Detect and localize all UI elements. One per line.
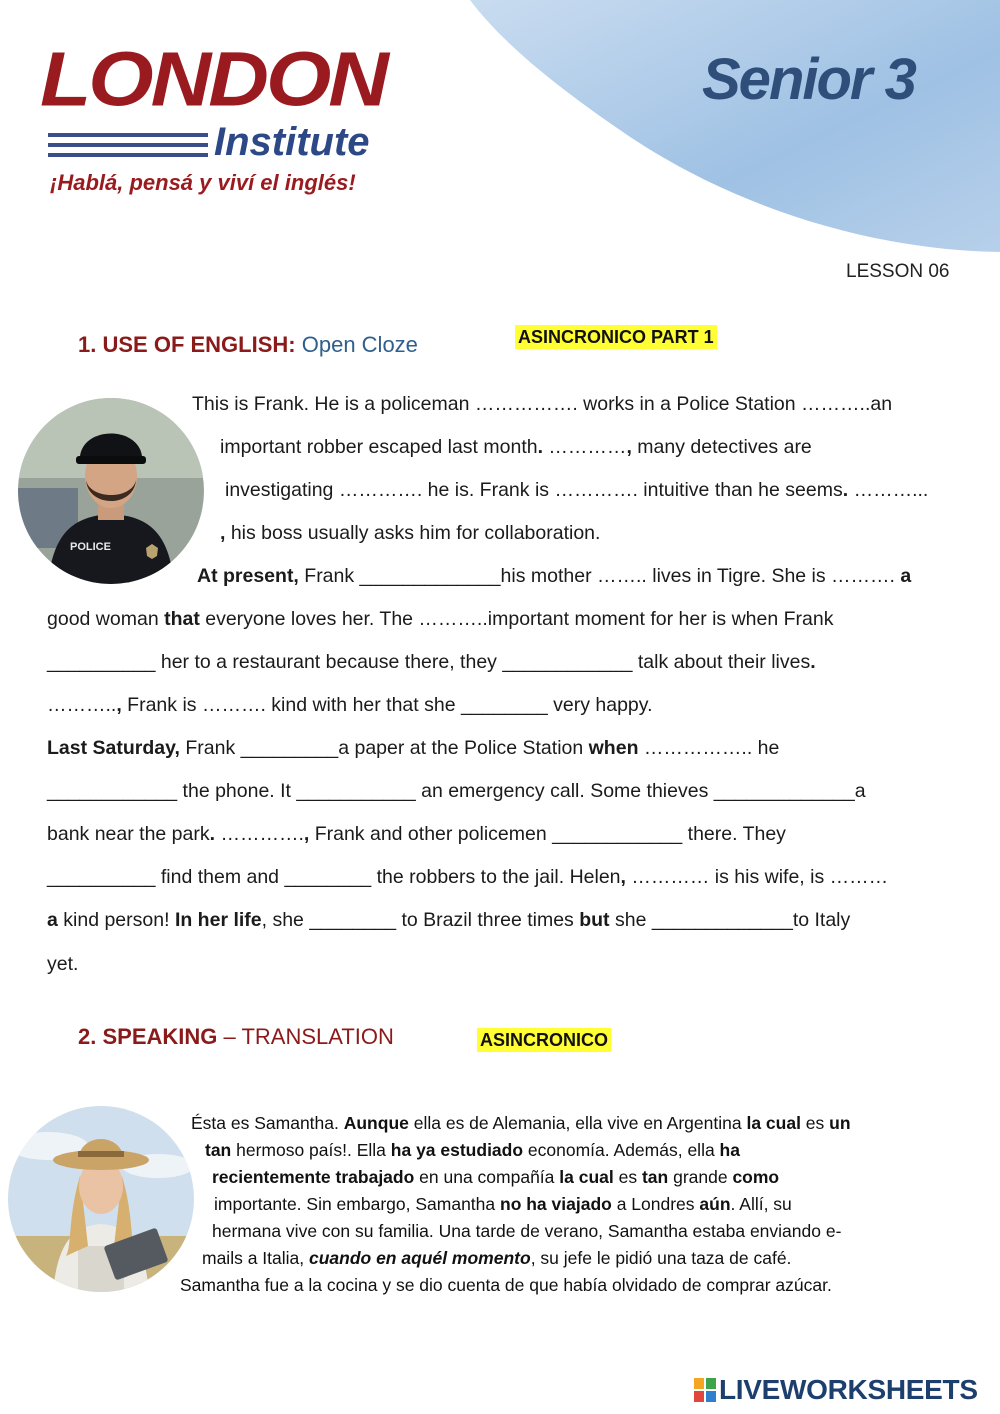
section2-badge-text: ASINCRONICO (477, 1028, 611, 1052)
text-run: . (842, 479, 849, 501)
text-run: ____________ the phone. It ___________ an emergency call. Some thieves _____________a (47, 780, 866, 802)
policeman-illustration (18, 398, 204, 584)
text-run: Frank is ………. kind with her that she ________ very happy. (121, 694, 653, 716)
text-run: …………. (215, 823, 304, 845)
text-run: ha (719, 1140, 740, 1160)
text-run: This is Frank. He is a policeman ……………. works in a Police Station ………..an (192, 393, 893, 415)
text-run: Frank and other policemen ____________ there. They (309, 823, 786, 845)
section2-badge (477, 1030, 611, 1051)
logo-london-text: LONDON (40, 35, 386, 122)
text-run: his boss usually asks him for collaboration. (225, 522, 601, 544)
section2-heading (78, 1024, 394, 1050)
translation-line (212, 1221, 841, 1242)
text-run: economía. Además, ella (523, 1140, 720, 1160)
text-run: , (220, 522, 226, 544)
cloze-line (47, 651, 816, 674)
text-run: In her life (174, 909, 262, 931)
woman-photo (8, 1106, 194, 1292)
cloze-line (47, 694, 653, 717)
text-run: but (579, 909, 610, 931)
text-run: a (47, 909, 58, 931)
text-run: hermana vive con su familia. Una tarde de verano, Samantha estaba enviando e- (212, 1221, 842, 1241)
text-run: Samantha fue a la cocina y se dio cuenta de que había olvidado de comprar azúcar. (180, 1275, 832, 1295)
logo-stripe (48, 133, 208, 137)
translation-line (191, 1113, 851, 1134)
text-run: __________ find them and ________ the robbers to the jail. Helen (47, 866, 621, 888)
cloze-line (47, 737, 779, 760)
text-run: recientemente trabajado (212, 1167, 415, 1187)
cloze-line (197, 565, 911, 588)
text-run: la cual (746, 1113, 801, 1133)
cloze-line (47, 608, 833, 631)
text-run: many detectives are (631, 436, 812, 458)
text-run: yet. (47, 953, 79, 975)
text-run: , (626, 436, 632, 458)
text-run: good woman (47, 608, 165, 630)
text-run: la cual (559, 1167, 614, 1187)
liveworksheets-brand: LIVEWORKSHEETS (719, 1374, 978, 1405)
woman-illustration (8, 1106, 194, 1292)
liveworksheets-icon (694, 1378, 716, 1402)
text-run: es (800, 1113, 830, 1133)
text-run: important robber escaped last month (220, 436, 538, 458)
text-run: un (829, 1113, 851, 1133)
text-run: , (620, 866, 626, 888)
text-run: she _____________to Italy (609, 909, 851, 931)
text-run: ………... (848, 479, 929, 501)
text-run: ha ya estudiado (390, 1140, 524, 1160)
logo-slogan: ¡Hablá, pensá y viví el inglés! (50, 170, 356, 195)
cloze-line (220, 522, 600, 545)
section1-heading (78, 332, 418, 358)
section1-badge (515, 327, 717, 348)
text-run: investigating …………. he is. Frank is …………. intuitive than he seems (225, 479, 843, 501)
lesson-label: LESSON 06 (846, 261, 950, 282)
section1-subtitle: Open Cloze (301, 332, 418, 357)
section2-title: SPEAKING (102, 1024, 218, 1049)
text-run: cuando en aquél momento (308, 1248, 531, 1268)
text-run: Aunque (343, 1113, 409, 1133)
section2-number: 2. (78, 1024, 97, 1049)
translation-line (214, 1194, 792, 1215)
text-run: …………….. he (638, 737, 780, 759)
translation-line (202, 1248, 791, 1269)
section1-number: 1. (78, 332, 97, 357)
text-run: , (116, 694, 122, 716)
text-run: when (588, 737, 639, 759)
text-run: no ha viajado (500, 1194, 612, 1214)
text-run: grande (668, 1167, 733, 1187)
cloze-line (47, 909, 850, 932)
text-run: . (209, 823, 216, 845)
section2-subtitle: – TRANSLATION (223, 1024, 394, 1049)
section1-title: USE OF ENGLISH: (102, 332, 296, 357)
cloze-line (192, 393, 892, 416)
svg-text:POLICE: POLICE (70, 541, 111, 553)
text-run: . (537, 436, 544, 458)
text-run: en una compañía (414, 1167, 560, 1187)
text-run: . Allí, su (730, 1194, 792, 1214)
text-run: , su jefe le pidió una taza de café. (530, 1248, 792, 1268)
cloze-line (47, 823, 786, 846)
text-run: Frank _________a paper at the Police Station (179, 737, 589, 759)
cloze-line (47, 953, 78, 976)
text-run: aún (699, 1194, 731, 1214)
text-run: everyone loves her. The ………..important moment for her is when Frank (199, 608, 834, 630)
translation-line (212, 1167, 779, 1188)
cloze-line (47, 866, 888, 889)
text-run: that (164, 608, 200, 630)
text-run: ………… is his wife, is ……… (625, 866, 889, 888)
logo-stripe (48, 143, 208, 147)
cloze-line (47, 780, 866, 803)
translation-line (180, 1275, 832, 1296)
text-run: bank near the park (47, 823, 210, 845)
text-run: . (810, 651, 816, 673)
text-run: es (613, 1167, 642, 1187)
section1-badge-text: ASINCRONICO PART 1 (515, 325, 717, 349)
text-run: Last Saturday, (47, 737, 180, 759)
text-run: Ésta es Samantha. (191, 1113, 344, 1133)
cloze-line (225, 479, 928, 502)
text-run: ella es de Alemania, ella vive en Argentina (408, 1113, 747, 1133)
text-run: , (303, 823, 310, 845)
text-run: tan (205, 1140, 232, 1160)
text-run: importante. Sin embargo, Samantha (214, 1194, 500, 1214)
text-run: mails a Italia, (202, 1248, 309, 1268)
text-run: , she ________ to Brazil three times (261, 909, 580, 931)
logo-stripe (48, 153, 208, 157)
text-run: hermoso país!. Ella (231, 1140, 391, 1160)
course-title: Senior 3 (702, 47, 915, 112)
text-run: ……….. (47, 694, 117, 716)
text-run: __________ her to a restaurant because there, they ____________ talk about their lives (47, 651, 811, 673)
text-run: At present, (197, 565, 299, 587)
text-run: tan (641, 1167, 669, 1187)
text-run: Frank _____________his mother …….. lives in Tigre. She is ………. (298, 565, 901, 587)
text-run: como (732, 1167, 780, 1187)
logo-institute-text: Institute (214, 120, 370, 164)
text-run: ………… (543, 436, 627, 458)
policeman-photo (18, 398, 204, 584)
text-run: kind person! (57, 909, 175, 931)
cloze-line (220, 436, 812, 459)
text-run: a (900, 565, 912, 587)
text-run: a Londres (611, 1194, 700, 1214)
translation-line (205, 1140, 740, 1161)
